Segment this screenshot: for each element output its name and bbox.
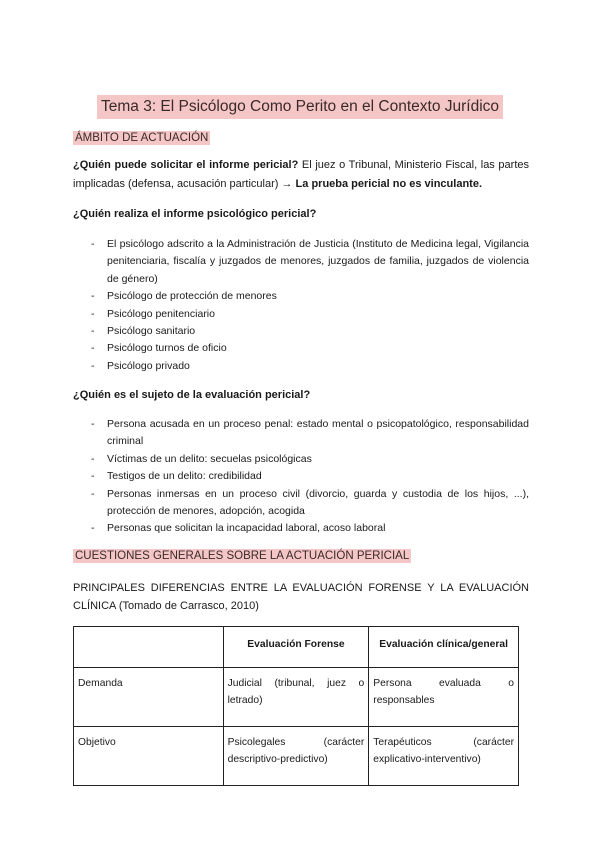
page-title: Tema 3: El Psicólogo Como Perito en el Contexto Jurídico (97, 95, 503, 119)
paragraph-solicitar (73, 156, 529, 194)
table-header-cell (74, 627, 224, 668)
list-item: - Testigos de un delito: credibilidad (73, 468, 529, 485)
list-item: - Persona acusada en un proceso penal: estado mental o psicopatológico, responsabilidad criminal (73, 416, 529, 451)
list-item: - Víctimas de un delito: secuelas psicológicas (73, 451, 529, 468)
list-item: - Psicólogo de protección de menores (73, 288, 529, 305)
list-item: - Psicólogo privado (73, 358, 529, 375)
caption-source: (Tomado de Carrasco, 2010) (115, 600, 259, 612)
note-vinculante: La prueba pericial no es vinculante. (295, 178, 482, 190)
table-cell: Terapéuticos (carácter explicativo-interventivo) (369, 727, 519, 786)
table-cell: Demanda (74, 668, 224, 727)
table-row (74, 668, 519, 727)
question-realiza: ¿Quién realiza el informe psicológico pericial? (73, 208, 317, 220)
section-heading-text: ÁMBITO DE ACTUACIÓN (75, 132, 209, 144)
table-cell: Judicial (tribunal, juez o letrado) (223, 668, 369, 727)
list-evaluation-subjects (73, 416, 529, 538)
question-sujeto: ¿Quién es el sujeto de la evaluación pericial? (73, 389, 311, 401)
table-header-cell: Evaluación Forense (223, 627, 369, 668)
answer-solicitar: El juez o Tribunal, Ministerio Fiscal, las partes implicadas (defensa, acusación particular) → (73, 159, 530, 190)
table-caption (73, 579, 529, 615)
table-cell: Objetivo (74, 727, 224, 786)
caption-title: PRINCIPALES DIFERENCIAS ENTRE LA EVALUACIÓN FORENSE Y LA EVALUACIÓN CLÍNICA (73, 582, 529, 612)
question-solicitar: ¿Quién puede solicitar el informe pericial? (73, 159, 299, 171)
list-item: - Personas que solicitan la incapacidad laboral, acoso laboral (73, 520, 529, 537)
table-row (74, 727, 519, 786)
list-item: - Personas inmersas en un proceso civil (divorcio, guarda y custodia de los hijos, ...), protección de menores, adopción, acogida (73, 486, 529, 521)
comparison-table (73, 626, 519, 786)
section-heading-cuestiones (73, 550, 411, 562)
section-heading-text: CUESTIONES GENERALES SOBRE LA ACTUACIÓN PERICIAL (75, 550, 410, 562)
section-heading-ambito (73, 132, 210, 144)
list-who-performs (73, 236, 529, 375)
table-cell: Persona evaluada o responsables (369, 668, 519, 727)
table-header-cell: Evaluación clínica/general (369, 627, 519, 668)
list-item: - Psicólogo turnos de oficio (73, 340, 529, 357)
list-item: - Psicólogo sanitario (73, 323, 529, 340)
list-item: - El psicólogo adscrito a la Administración de Justicia (Instituto de Medicina legal, Vigilancia penitenciaria, fiscalía y juzgados de menores, juzgados de familia, juzgados de violencia de género) (73, 236, 529, 288)
table-header-row (74, 627, 519, 668)
list-item: - Psicólogo penitenciario (73, 306, 529, 323)
table-cell: Psicolegales (carácter descriptivo-predictivo) (223, 727, 369, 786)
